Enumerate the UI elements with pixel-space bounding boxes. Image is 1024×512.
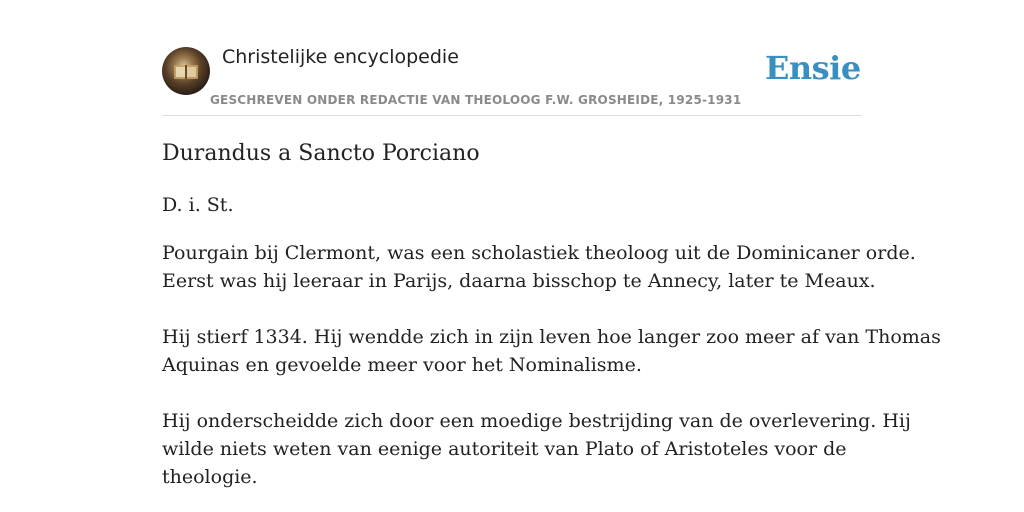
paragraph-line: wilde niets weten van eenige autoriteit van Plato of Aristoteles voor de [162,438,847,460]
paragraph [162,323,941,379]
paragraph-line: Hij stierf 1334. Hij wendde zich in zijn leven hoe langer zoo meer af van Thomas [162,326,941,348]
paragraph [162,407,911,491]
paragraph-line: Hij onderscheidde zich door een moedige bestrijding van de overlevering. Hij [162,410,911,432]
article-title: Durandus a Sancto Porciano [162,141,480,166]
encyclopedia-avatar [162,47,210,95]
article-body [162,239,941,512]
header-divider [162,115,862,116]
paragraph [162,239,916,295]
site-name[interactable]: Christelijke encyclopedie [222,46,459,68]
article-abbreviation: D. i. St. [162,194,234,216]
paragraph-line: theologie. [162,466,258,488]
paragraph-line: Aquinas en gevoelde meer voor het Nominalisme. [162,354,642,376]
site-subtitle: GESCHREVEN ONDER REDACTIE VAN THEOLOOG F.W. GROSHEIDE, 1925-1931 [210,93,742,107]
paragraph-line: Eerst was hij leeraar in Parijs, daarna bisschop te Annecy, later te Meaux. [162,270,876,292]
book-icon [162,47,210,95]
ensie-logo[interactable]: Ensie [765,49,861,87]
paragraph-line: Pourgain bij Clermont, was een scholastiek theoloog uit de Dominicaner orde. [162,242,916,264]
